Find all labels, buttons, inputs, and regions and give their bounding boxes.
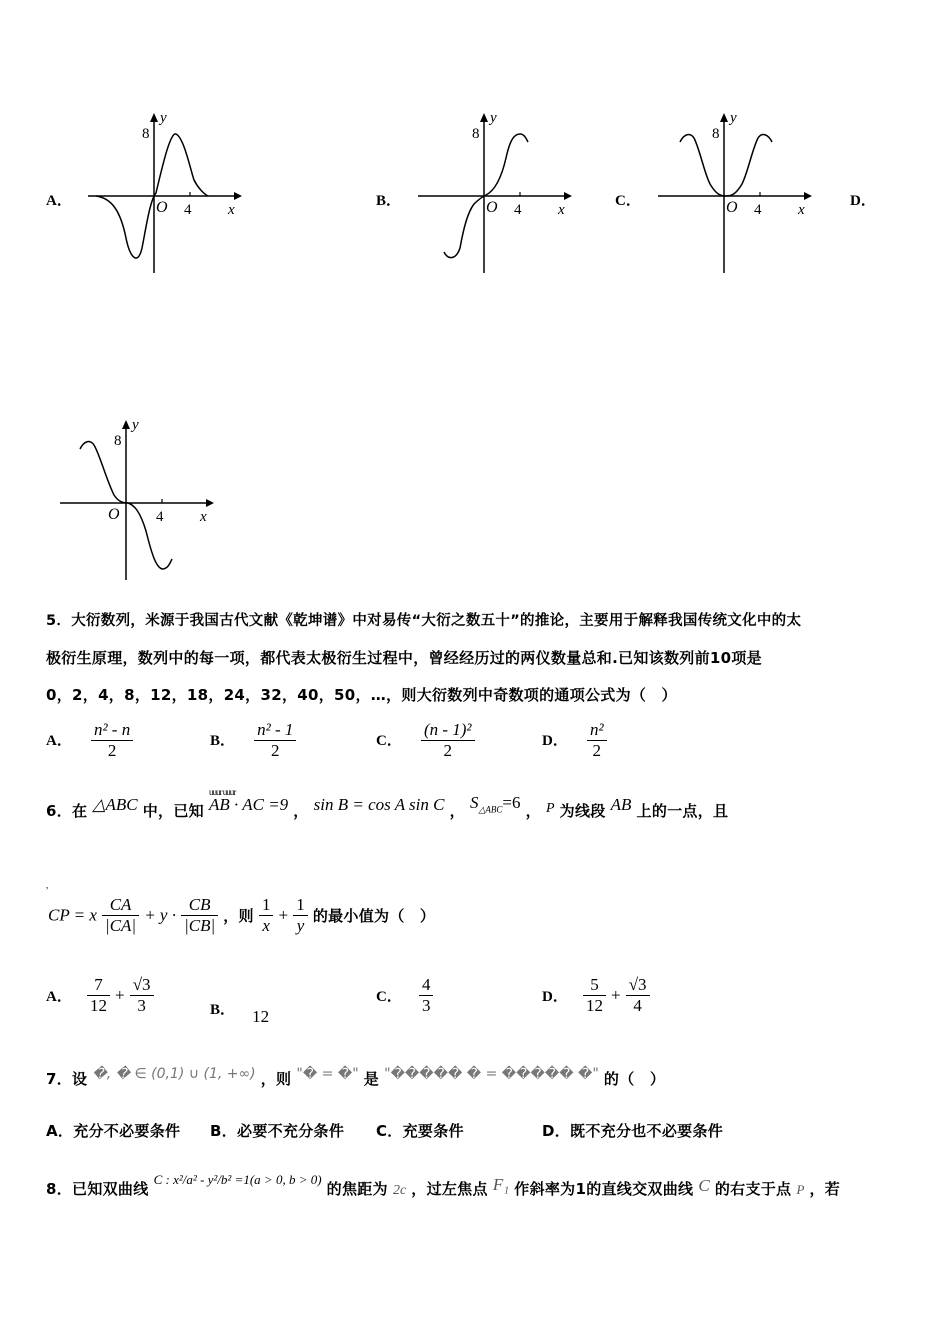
q5-option-d-label: D． xyxy=(542,733,568,749)
option-c-label: C． xyxy=(615,193,641,209)
q6-ca-num: CA xyxy=(102,895,139,916)
stray-mark: , xyxy=(46,880,49,890)
graph-option-b xyxy=(410,108,580,278)
q5-line-3: 0，2，4，8，12，18，24，32，40，50，…，则大衍数列中奇数项的通项公式为（ ） xyxy=(46,686,677,704)
q5-option-a-den: 2 xyxy=(107,741,117,760)
y-label: y xyxy=(160,110,167,126)
q8-mid2: ，过左焦点 xyxy=(411,1180,488,1198)
q6-option-b xyxy=(210,998,270,1026)
q6-c-den: 3 xyxy=(421,996,431,1015)
y-tick-8: 8 xyxy=(712,126,720,142)
q6-c-num: 4 xyxy=(419,975,434,996)
q5-option-b-num: n² - 1 xyxy=(254,720,296,741)
x-tick-4: 4 xyxy=(514,202,522,218)
q5-option-c-den: 2 xyxy=(443,741,452,760)
q6-area xyxy=(469,793,521,815)
q6-comma1: ， xyxy=(293,802,309,820)
q8-tail: ，若 xyxy=(809,1180,841,1198)
q6-line-2 xyxy=(48,895,435,936)
q7-prefix: 7．设 xyxy=(46,1070,88,1088)
q6-one-a: 1 xyxy=(259,895,274,916)
q7-option-b: B．必要不充分条件 xyxy=(210,1122,345,1140)
q6-area-val: =6 xyxy=(502,793,521,812)
q8-mid1: 的焦距为 xyxy=(326,1180,388,1198)
q6-a-n1: 7 xyxy=(87,975,110,996)
graph-option-d xyxy=(52,415,222,585)
q5-option-b-label: B． xyxy=(210,733,236,749)
q6-d-plus: + xyxy=(611,985,621,1005)
q5-option-c-num: (n - 1)² xyxy=(421,720,475,741)
origin-label: O xyxy=(156,199,168,216)
graph-option-c xyxy=(650,108,820,278)
q6-option-a xyxy=(46,975,154,1016)
q7-option-c: C．充要条件 xyxy=(376,1122,464,1140)
q6-option-d-label: D． xyxy=(542,989,568,1005)
q6-prefix: 6．在 xyxy=(46,802,88,820)
q6-plus: + xyxy=(278,905,289,925)
q6-dot-product: AB · AC =9 xyxy=(209,795,289,814)
q6-a-plus: + xyxy=(115,985,125,1005)
q6-area-sub: △ABC xyxy=(478,804,503,815)
q6-point: P xyxy=(546,801,555,816)
x-label: x xyxy=(798,202,805,218)
q5-line-1: 5．大衍数列，米源于我国古代文献《乾坤谱》中对易传“大衍之数五十”的推论，主要用于解释我国传统文化中的太 xyxy=(46,613,802,629)
q6-option-b-label: B． xyxy=(210,1002,236,1018)
q5-option-b-den: 2 xyxy=(270,741,280,760)
q8-focal: 2c xyxy=(392,1183,407,1198)
origin-label: O xyxy=(108,506,120,523)
q6-mid1: 中，已知 xyxy=(142,802,204,820)
q5-option-a xyxy=(46,720,133,761)
q5-option-c-label: C． xyxy=(376,733,402,749)
q8-mid4: 的右支于点 xyxy=(714,1180,792,1198)
q8-stem xyxy=(46,1172,841,1199)
x-axis-arrow xyxy=(206,499,214,507)
q6-vec-marks: uuur uuur xyxy=(209,787,236,797)
origin-label: O xyxy=(726,199,738,216)
q5-line-2: 极衍生原理，数列中的每一项，都代表太极衍生过程中，曾经经历过的两仪数量总和.已知该数列前10项是 xyxy=(46,649,762,667)
q8-mid3: 作斜率为1的直线交双曲线 xyxy=(514,1180,694,1198)
q7-set: �, � ∈ (0,1) ∪ (1, +∞) xyxy=(92,1066,256,1082)
origin-label: O xyxy=(486,199,498,216)
y-label: y xyxy=(132,417,139,433)
q6-cp-expr: CP = x xyxy=(48,905,97,925)
q8-f1: F₁ xyxy=(492,1175,510,1194)
graph-option-a xyxy=(80,108,250,278)
q7-then: ，则 xyxy=(260,1070,292,1088)
q5-option-a-label: A． xyxy=(46,733,72,749)
q6-d-d1: 12 xyxy=(585,996,603,1015)
q6-ask: 的最小值为（ ） xyxy=(312,907,436,925)
q6-a-n2: √3 xyxy=(130,975,154,996)
q6-ca-den: |CA| xyxy=(105,916,137,935)
q6-mid2: 为线段 xyxy=(559,802,606,820)
y-axis-arrow xyxy=(150,113,158,122)
q6-d-n2: √3 xyxy=(626,975,650,996)
q8-curve: C : x²/a² - y²/b² =1(a > 0, b > 0) xyxy=(153,1172,322,1187)
y-axis-arrow xyxy=(480,113,488,122)
q7-option-d: D．既不充分也不必要条件 xyxy=(542,1122,724,1140)
q6-triangle: △ABC xyxy=(92,795,138,814)
x-tick-4: 4 xyxy=(754,202,762,218)
q5-option-c xyxy=(376,720,475,761)
q6-option-d xyxy=(542,975,650,1016)
q6-plus-y: + y · xyxy=(144,905,176,925)
q6-one-b: 1 xyxy=(293,895,308,916)
q6-option-c xyxy=(376,975,433,1016)
q6-d-d2: 4 xyxy=(633,996,642,1015)
q6-x: x xyxy=(262,916,270,935)
q5-option-a-num: n² - n xyxy=(91,720,133,741)
y-axis-arrow xyxy=(720,113,728,122)
q5-option-d-den: 2 xyxy=(592,741,601,760)
option-d-label: D． xyxy=(850,193,876,209)
q8-p: P xyxy=(796,1182,805,1197)
y-tick-8: 8 xyxy=(114,433,122,449)
q6-y: y xyxy=(296,916,305,935)
q6-a-d2: 3 xyxy=(137,996,146,1015)
q7-stem xyxy=(46,1068,665,1089)
y-label: y xyxy=(490,110,497,126)
q7-cond2: "����� � = ����� �" xyxy=(384,1066,599,1082)
option-a-label: A． xyxy=(46,193,72,209)
q6-cb-den: |CB| xyxy=(184,916,216,935)
q6-line-1 xyxy=(46,787,729,823)
q6-b-val: 12 xyxy=(252,1007,270,1026)
y-axis-arrow xyxy=(122,420,130,429)
q6-cb-num: CB xyxy=(181,895,218,916)
q5-option-d-num: n² xyxy=(587,720,607,741)
q5-option-d xyxy=(542,720,607,761)
q7-cond1: "� = �" xyxy=(296,1066,359,1082)
x-label: x xyxy=(228,202,235,218)
option-b-label: B． xyxy=(376,193,402,209)
q7-tail: 的（ ） xyxy=(603,1070,666,1088)
curve-c xyxy=(680,135,772,196)
q6-comma2: ， xyxy=(449,802,465,820)
q6-d-n1: 5 xyxy=(583,975,606,996)
q7-option-a: A．充分不必要条件 xyxy=(46,1122,181,1140)
y-tick-8: 8 xyxy=(142,126,150,142)
q6-option-c-label: C． xyxy=(376,989,402,1005)
q7-is: 是 xyxy=(363,1070,380,1088)
q8-c: C xyxy=(698,1176,710,1195)
q6-comma3: ， xyxy=(525,802,541,820)
q6-trig: sin B = cos A sin C xyxy=(313,795,445,814)
q6-then: ，则 xyxy=(223,907,254,925)
x-axis-arrow xyxy=(804,192,812,200)
x-tick-4: 4 xyxy=(184,202,192,218)
q5-option-b xyxy=(210,720,296,761)
y-tick-8: 8 xyxy=(472,126,480,142)
q6-area-s: S xyxy=(469,793,479,812)
x-label: x xyxy=(200,509,207,525)
y-label: y xyxy=(730,110,737,126)
q8-prefix: 8．已知双曲线 xyxy=(46,1180,149,1198)
x-axis-arrow xyxy=(564,192,572,200)
x-tick-4: 4 xyxy=(156,509,164,525)
q6-tail: 上的一点，且 xyxy=(636,802,729,820)
q6-option-a-label: A． xyxy=(46,989,72,1005)
x-axis-arrow xyxy=(234,192,242,200)
x-label: x xyxy=(558,202,565,218)
q6-seg: AB xyxy=(610,795,632,814)
q6-a-d1: 12 xyxy=(89,996,107,1015)
